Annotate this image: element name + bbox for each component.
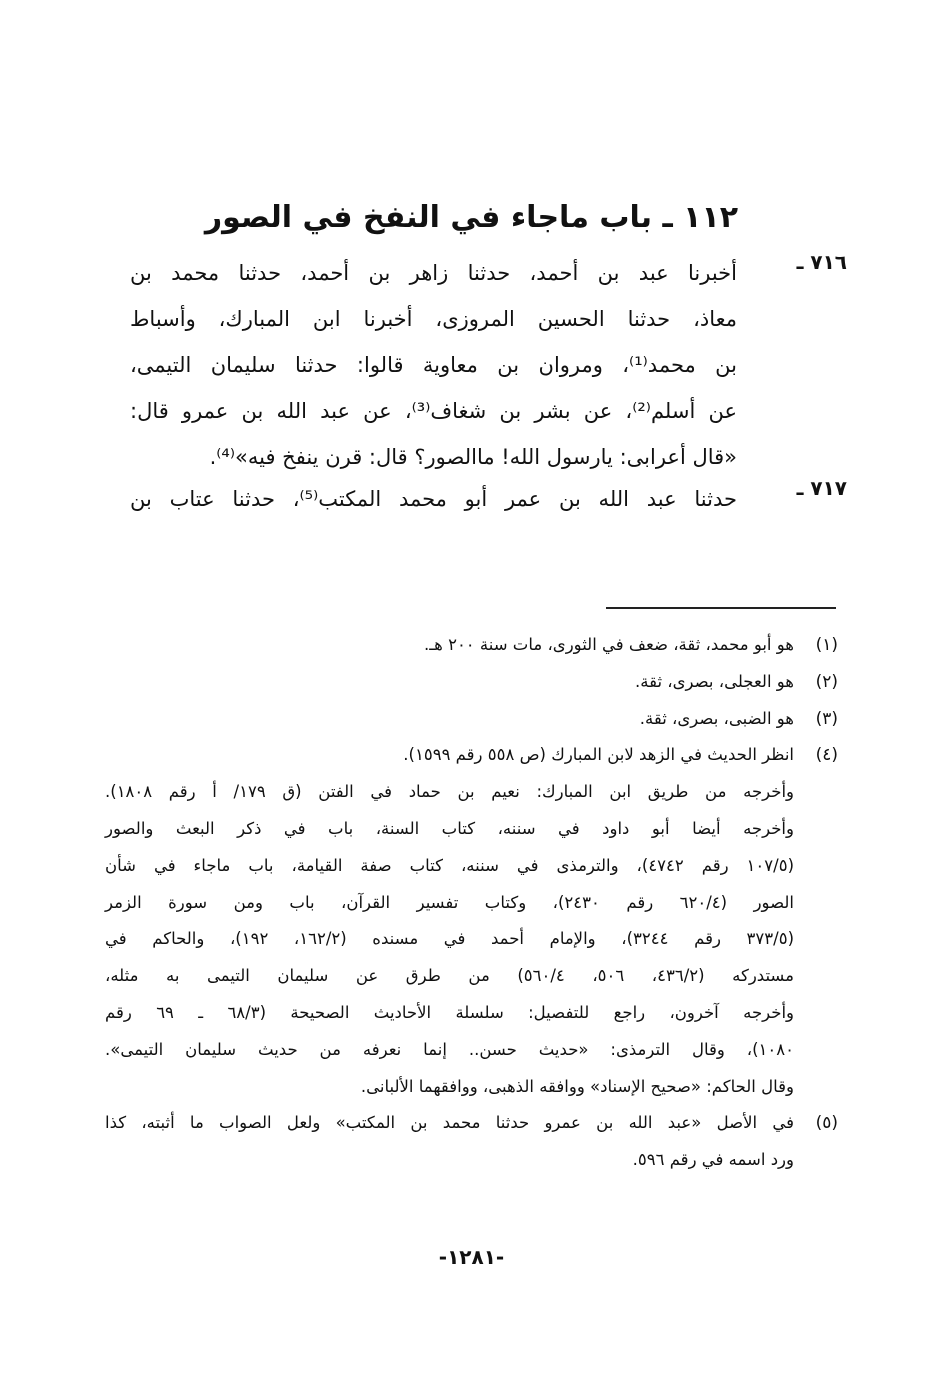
- hadith-line: معاذ، حدثنا الحسين المروزى، أخبرنا ابن المبارك، وأسباط: [130, 307, 737, 331]
- hadith-717: [130, 476, 847, 522]
- footnote-line: (٣٧٣/٥ رقم ٣٢٤٤)، والإمام أحمد في مسنده (١٦٢/٢، ١٩٢)، والحاكم في: [105, 929, 794, 949]
- footnote-line: وأخرجه من طريق ابن المبارك: نعيم بن حماد في الفتن (ق ١٧٩/ أ رقم ١٨٠٨).: [105, 782, 795, 802]
- hadith-line: عن أسلم⁽²⁾، عن بشر بن شغاف⁽³⁾، عن عبد الله بن عمرو قال:: [130, 399, 737, 423]
- footnote-4: [105, 737, 838, 1105]
- chapter-title: ١١٢ ـ باب ماجاء في النفخ في الصور: [204, 200, 739, 235]
- footnote-line: ١٠٨٠)، وقال الترمذى: «حديث حسن.. إنما نعرفه من حديث سليمان التيمى».: [105, 1039, 794, 1059]
- footnote-2: [105, 664, 838, 701]
- footnote-line: الصور (٦٢٠/٤ رقم ٢٤٣٠)، وكتاب تفسير القرآن، باب ومن سورة الزمر: [105, 892, 794, 912]
- footnote-3: [105, 701, 838, 738]
- footnote-mark: (٤): [815, 745, 838, 766]
- footnote-line: انظر الحديث في الزهد لابن المبارك (ص ٥٥٨ رقم ١٥٩٩).: [403, 745, 794, 765]
- hadith-number: ٧١٦ ـ: [796, 250, 847, 274]
- hadith-number: ٧١٧ ـ: [796, 476, 847, 500]
- footnote-line: وأخرجه آخرون، راجع للتفصيل: سلسلة الأحاديث الصحيحة (٦٨/٣ ـ ٦٩ رقم: [105, 1002, 794, 1022]
- footnote-line: هو العجلى، بصرى، ثقة.: [635, 671, 794, 691]
- hadith-716: [130, 250, 847, 480]
- footnote-line: هو أبو محمد، ثقة، ضعف في الثورى، مات سنة ٢٠٠ هـ.: [424, 635, 794, 654]
- footnote-mark: (٢): [815, 671, 838, 692]
- footnote-1: [105, 627, 838, 664]
- hadith-line: حدثنا عبد الله بن عمر أبو محمد المكتب⁽⁵⁾، حدثنا عتاب بن: [130, 487, 737, 511]
- page-number: -١٢٨١-: [438, 1245, 505, 1269]
- footnote-line: مستدركه (٤٣٦/٢، ٥٠٦، ٥٦٠/٤) من طرق عن سليمان التيمى به مثله،: [105, 966, 794, 986]
- footnote-divider: [606, 607, 836, 609]
- footnote-line: وقال الحاكم: «صحيح الإسناد» ووافقه الذهبى، ووافقهما الألبانى.: [360, 1076, 794, 1096]
- footnote-line: هو الضبى، بصرى، ثقة.: [639, 708, 794, 728]
- footnote-5: [105, 1105, 838, 1179]
- footnote-line: ورد اسمه في رقم ٥٩٦.: [632, 1150, 794, 1170]
- footnote-line: في الأصل «عبد الله بن عمرو حدثنا محمد بن المكتب» ولعل الصواب ما أثبته، كذا: [105, 1113, 794, 1133]
- footnote-mark: (١): [815, 635, 838, 655]
- footnote-mark: (٥): [815, 1113, 838, 1134]
- footnotes: [105, 627, 838, 1179]
- footnote-line: وأخرجه أيضا أبو داود في سننه، كتاب السنة، باب في ذكر البعث والصور: [105, 818, 794, 838]
- footnote-mark: (٣): [815, 708, 838, 729]
- footnote-line: (١٠٧/٥ رقم ٤٧٤٢)، والترمذى في سننه، كتاب صفة القيامة، باب ماجاء في شأن: [105, 855, 794, 875]
- hadith-line: بن محمد⁽¹⁾، ومروان بن معاوية قالوا: حدثنا سليمان التيمى،: [130, 353, 737, 377]
- hadith-line: «قال أعرابى: يارسول الله! ماالصور؟ قال: قرن ينفخ فيه»⁽⁴⁾.: [209, 445, 737, 469]
- hadith-line: أخبرنا عبد بن أحمد، حدثنا زاهر بن أحمد، حدثنا محمد بن: [130, 261, 737, 285]
